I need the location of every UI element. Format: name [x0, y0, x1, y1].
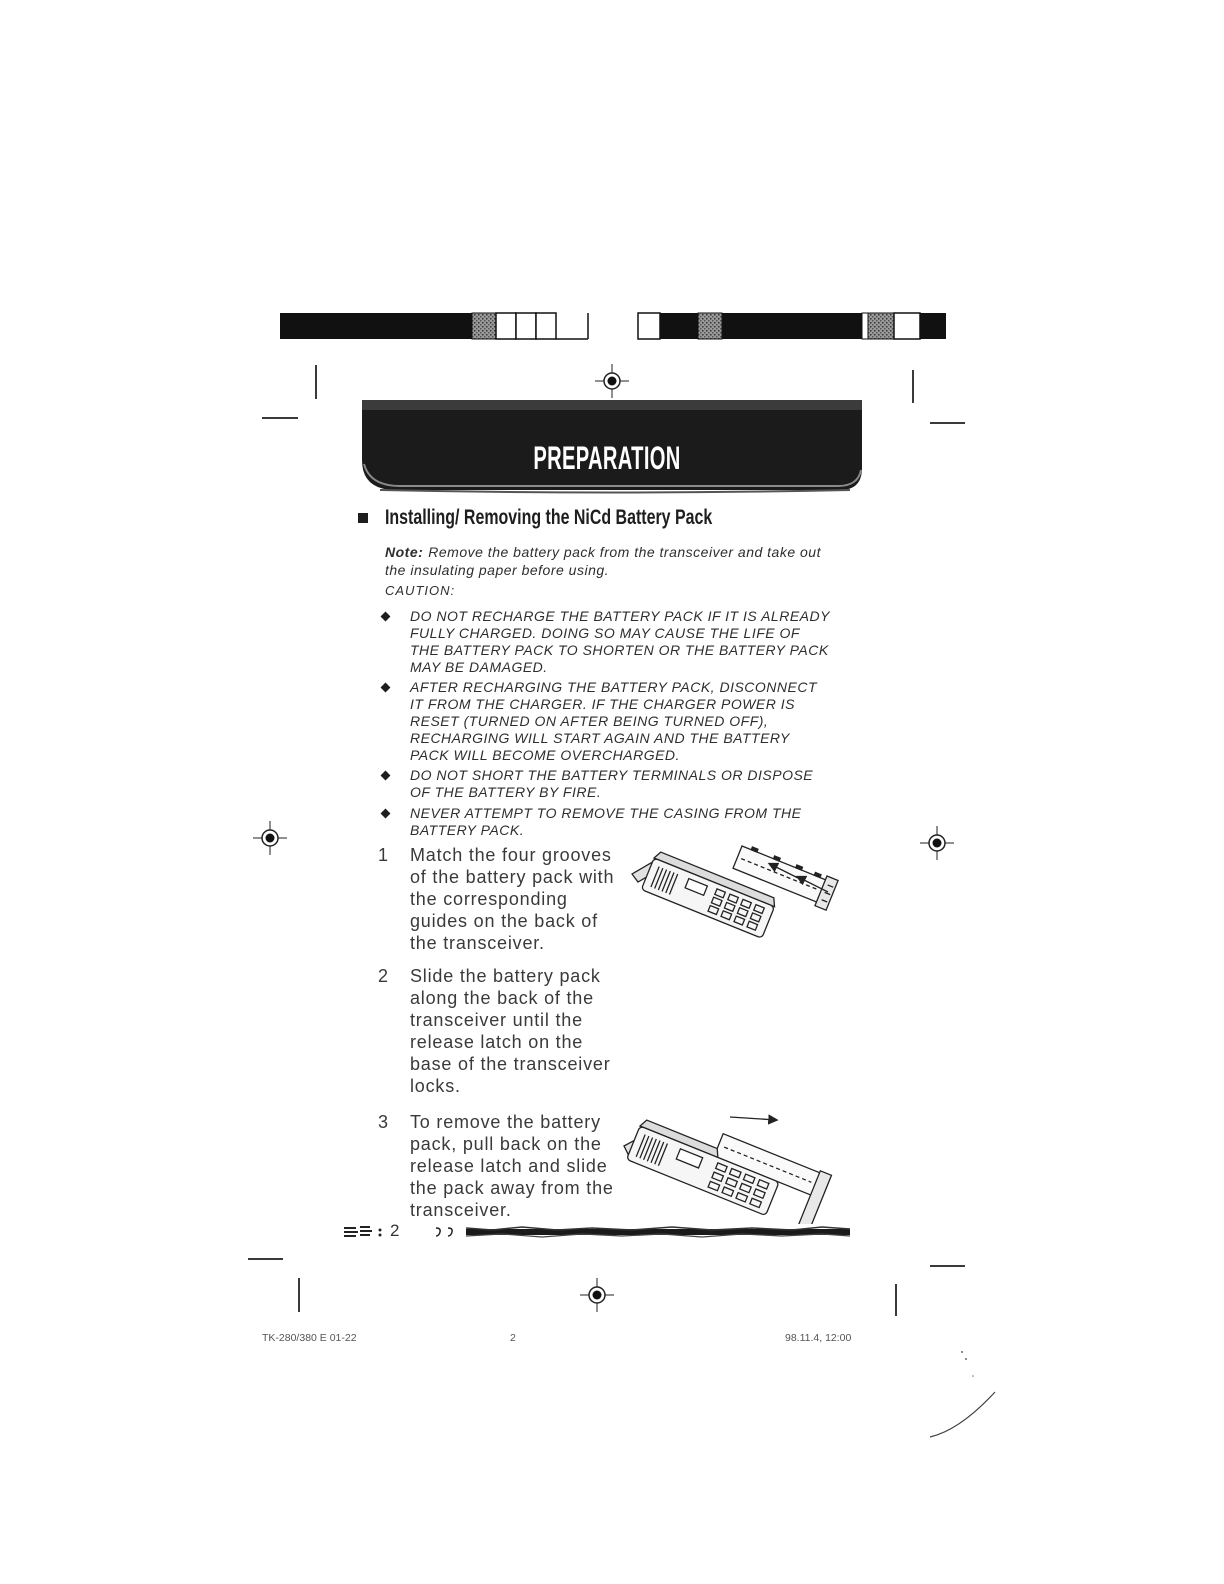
caution-item: [410, 679, 817, 764]
caution-item: [410, 608, 830, 676]
crop-mark: [262, 417, 298, 419]
note-line: [385, 543, 821, 561]
step-line: transceiver.: [410, 1200, 512, 1220]
print-page-number: 2: [510, 1332, 516, 1344]
step-line: the transceiver.: [410, 933, 545, 953]
caution-line: MAY BE DAMAGED.: [410, 659, 548, 675]
arrow-icon: [730, 1117, 776, 1120]
step-line: along the back of the: [410, 988, 594, 1008]
step-text: [410, 844, 614, 954]
step-line: the pack away from the: [410, 1178, 614, 1198]
square-bullet-icon: [358, 513, 368, 523]
caution-line: RESET (TURNED ON AFTER BEING TURNED OFF),: [410, 713, 769, 729]
step-number: 1: [378, 845, 389, 865]
caution-line: FULLY CHARGED. DOING SO MAY CAUSE THE LIFE OF: [410, 625, 800, 641]
caution-line: DO NOT RECHARGE THE BATTERY PACK IF IT IS ALREADY: [410, 608, 830, 624]
caution-item: [410, 805, 802, 839]
step-line: transceiver until the: [410, 1010, 583, 1030]
crop-mark: [930, 422, 965, 424]
caution-line: DO NOT SHORT THE BATTERY TERMINALS OR DISPOSE: [410, 767, 814, 783]
stray-pen-mark: [920, 1340, 1004, 1444]
step-line: of the battery pack with: [410, 867, 615, 887]
diamond-bullet-icon: [381, 683, 391, 693]
battery-attach-illustration: [630, 840, 864, 950]
footer-scribble-mark: [434, 1225, 458, 1239]
step-number: 2: [378, 966, 389, 986]
footer-scribble-mark: [342, 1224, 388, 1240]
caution-item: [410, 767, 813, 801]
diamond-bullet-icon: [381, 809, 391, 819]
crop-mark: [912, 370, 914, 403]
step-line: locks.: [410, 1076, 461, 1096]
caution-line: PACK WILL BECOME OVERCHARGED.: [410, 747, 680, 763]
caution-line: BATTERY PACK.: [410, 822, 525, 838]
step-line: guides on the back of: [410, 911, 598, 931]
note-line: the insulating paper before using.: [385, 562, 610, 578]
step-text: [410, 1111, 614, 1221]
caution-line: RECHARGING WILL START AGAIN AND THE BATTERY: [410, 730, 790, 746]
transceiver-drawing: [627, 1104, 832, 1224]
caution-line: OF THE BATTERY BY FIRE.: [410, 784, 602, 800]
crop-mark: [248, 1258, 283, 1260]
note-text: Remove the battery pack from the transceiver and take out: [428, 544, 821, 560]
caution-label: CAUTION:: [385, 583, 456, 598]
crop-mark: [930, 1265, 965, 1267]
step-line: base of the transceiver: [410, 1054, 611, 1074]
step-line: the corresponding: [410, 889, 568, 909]
caution-line: NEVER ATTEMPT TO REMOVE THE CASING FROM THE: [410, 805, 802, 821]
crop-mark: [298, 1278, 300, 1312]
footer-page-number: 2: [390, 1221, 400, 1240]
step-line: release latch on the: [410, 1032, 584, 1052]
step-line: Match the four grooves: [410, 845, 612, 865]
print-timestamp: 98.11.4, 12:00: [785, 1332, 852, 1344]
diamond-bullet-icon: [381, 612, 391, 622]
step-line: Slide the battery pack: [410, 966, 601, 986]
step-line: release latch and slide: [410, 1156, 608, 1176]
crop-mark: [895, 1284, 897, 1316]
registration-mark-icon: [252, 820, 288, 856]
caution-line: IT FROM THE CHARGER. IF THE CHARGER POWER IS: [410, 696, 795, 712]
registration-mark-icon: [919, 825, 955, 861]
footer-rule: [462, 1224, 854, 1240]
crop-mark: [315, 365, 317, 399]
battery-remove-illustration: [622, 1104, 866, 1224]
subsection-title: Installing/ Removing the NiCd Battery Pack: [385, 506, 713, 529]
step-number: 3: [378, 1112, 389, 1132]
diamond-bullet-icon: [381, 771, 391, 781]
print-job-id: TK-280/380 E 01-22: [262, 1332, 357, 1344]
registration-mark-icon: [594, 363, 630, 399]
note: [385, 543, 821, 579]
step-line: To remove the battery: [410, 1112, 601, 1132]
printer-registration-bars: [278, 310, 950, 344]
step-text: [410, 965, 611, 1097]
section-title: PREPARATION: [533, 440, 681, 476]
caution-line: THE BATTERY PACK TO SHORTEN OR THE BATTERY PACK: [410, 642, 829, 658]
section-banner: [360, 398, 866, 496]
note-label: Note:: [385, 544, 424, 560]
registration-mark-icon: [579, 1277, 615, 1313]
step-line: pack, pull back on the: [410, 1134, 602, 1154]
caution-line: AFTER RECHARGING THE BATTERY PACK, DISCONNECT: [410, 679, 818, 695]
